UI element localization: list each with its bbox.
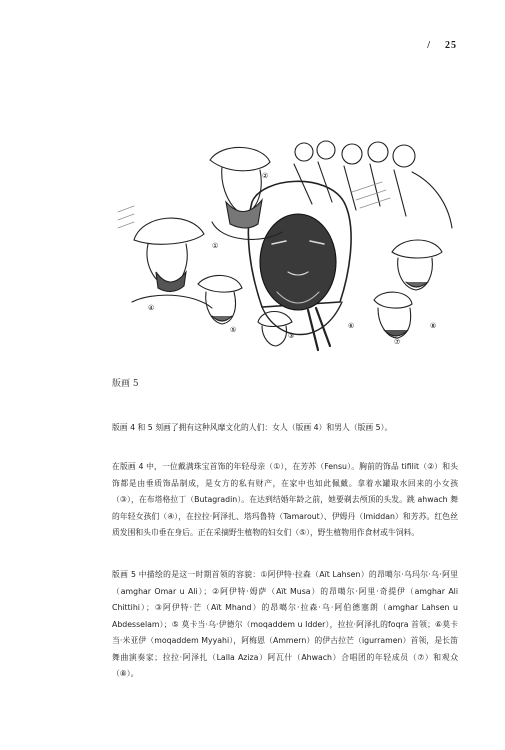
portrait-upper-left: [210, 147, 282, 239]
paragraph-plate5: 版画 5 中描绘的是这一时期首领的容貌：①阿伊特·拉森（Aït Lahsen）的昂噶尔·乌玛尔·乌·阿里（amghar Omar u Ali）；②阿伊特·姆萨（Aït Musa）的昂噶尔·阿里·奇提伊（amghar Ali Chittihi）；③阿伊特·芒（Aït Mhand）的昂噶尔·拉森·乌·阿伯德塞朗（amghar Lahsen u Abdesselam）；⑤ 莫卡当·乌·伊德尔（moqaddem u Idder），拉拉·阿泽扎的foqra 首领；⑥莫卡当·米亚伊（moqaddem Myyahi），阿梅恩（Ammern）的伊古拉芒（igurramen）首领，是长笛舞曲演奏家；拉拉·阿泽扎（Lalla Aziza）阿瓦什（Ahwach）合唱团的年轻成员（⑦）和观众（⑧）。: [112, 570, 458, 678]
engraving-illustration: [112, 132, 456, 362]
page-header: [427, 40, 457, 51]
marker-7: ⑦: [394, 338, 401, 346]
portrait-right: [392, 240, 442, 290]
portrait-lower-center-left: [198, 275, 242, 324]
portraits-drawing: [112, 132, 456, 362]
marker-8: ⑧: [430, 322, 437, 330]
page-number: 25: [445, 40, 457, 51]
marker-5: ⑤: [230, 326, 237, 334]
marker-4: ④: [148, 304, 155, 312]
portrait-lower-center: [258, 312, 295, 347]
marker-6: ⑥: [348, 322, 355, 330]
marker-3: ③: [288, 332, 295, 340]
portrait-left: [132, 218, 212, 308]
portrait-lower-right: [374, 292, 412, 338]
marker-1: ①: [212, 242, 219, 250]
paragraph-plate4: 在版画 4 中，一位戴满珠宝首饰的年轻母亲（①），在芳苏（Fensu）。胸前的饰品 tifilit（②）和头饰都是由垂质饰品制成，是女方的私有财产，在家中也如此佩戴。拿着水罐取水回来的小女孩（③），在布塔格拉丁（Butagradin）。在达到结婚年龄之前，她要剃去颅顶的头发。跳 ahwach 舞的年轻女孩们（④），在拉拉·阿泽扎、塔玛鲁特（Tamarout）、伊姆丹（Imiddan）和芳苏。红色丝质发围和头巾垂在身后。正在采摘野生植物的妇女们（⑤），野生植物用作食材或牛饲料。: [112, 462, 458, 537]
figure-caption: 版画 5: [112, 379, 139, 389]
header-slash: /: [427, 40, 431, 51]
marker-2: ②: [262, 172, 269, 180]
paragraph-intro: 版画 4 和 5 刻画了拥有这种风靡文化的人们：女人（版画 4）和男人（版画 5）。: [112, 423, 393, 432]
